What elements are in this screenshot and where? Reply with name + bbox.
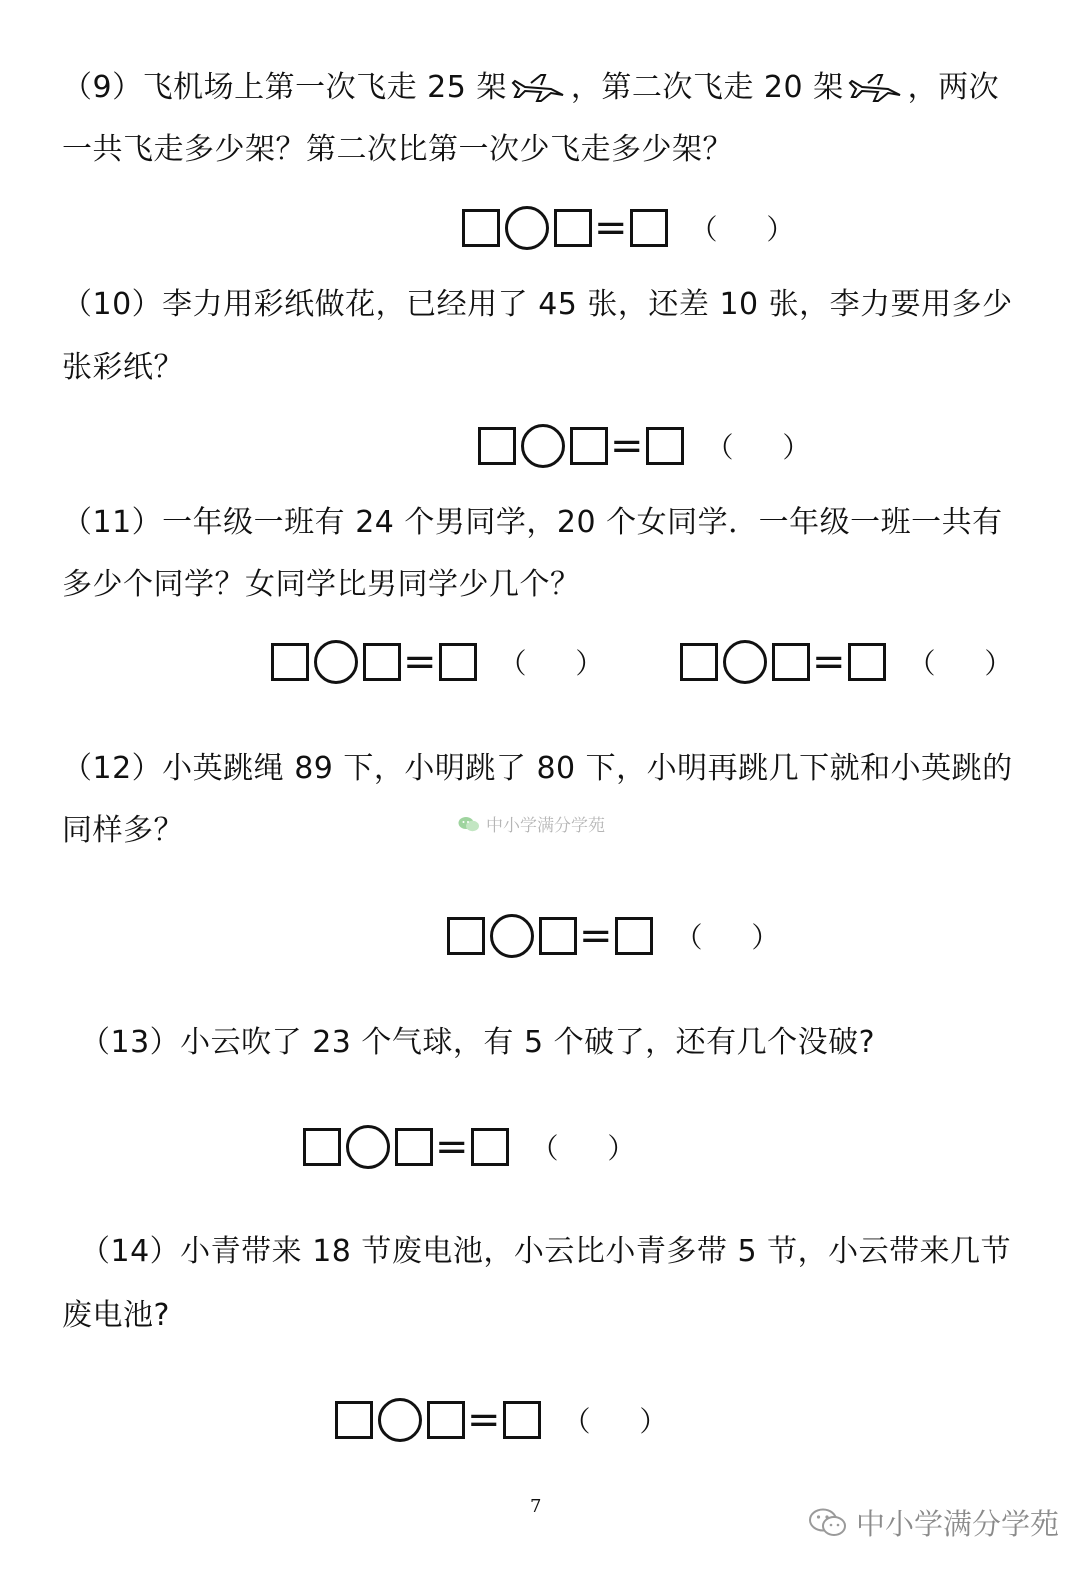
problem-9-text-b: ，第二次飞走 20 架	[570, 70, 844, 105]
equation-10	[478, 423, 830, 469]
answer-box[interactable]	[680, 643, 718, 681]
operator-circle[interactable]	[521, 424, 565, 468]
unit-parens[interactable]: （ ）	[705, 431, 831, 464]
problem-11-line-1: （11）一年级一班有 24 个男同学，20 个女同学．一年级一班一共有	[62, 505, 1003, 540]
watermark-text: 中小学满分学苑	[486, 816, 605, 836]
equals-sign: =	[610, 423, 644, 469]
wechat-icon	[458, 815, 480, 833]
problem-10-line-2: 张彩纸？	[62, 350, 184, 385]
problem-13-line-1: （13）小云吹了 23 个气球，有 5 个破了，还有几个没破?	[80, 1025, 876, 1060]
operator-circle[interactable]	[314, 640, 358, 684]
equals-sign: =	[467, 1397, 501, 1443]
brand-label	[808, 1502, 1059, 1543]
equation-11a	[271, 639, 623, 685]
problem-11-line-2: 多少个同学？女同学比男同学少几个？	[62, 567, 581, 602]
answer-box[interactable]	[303, 1128, 341, 1166]
equals-sign: =	[812, 639, 846, 685]
problem-9-text-a: （9）飞机场上第一次飞走 25 架	[62, 70, 507, 105]
answer-box[interactable]	[447, 917, 485, 955]
answer-box[interactable]	[271, 643, 309, 681]
answer-box[interactable]	[478, 427, 516, 465]
answer-box[interactable]	[570, 427, 608, 465]
result-box[interactable]	[630, 209, 668, 247]
unit-parens[interactable]: （ ）	[907, 647, 1033, 680]
problem-12-line-1: （12）小英跳绳 89 下，小明跳了 80 下，小明再跳几下就和小英跳的	[62, 751, 1013, 786]
page-number: 7	[530, 1496, 542, 1517]
equation-12	[447, 913, 799, 959]
watermark	[458, 811, 605, 836]
result-box[interactable]	[646, 427, 684, 465]
answer-box[interactable]	[539, 917, 577, 955]
answer-box[interactable]	[554, 209, 592, 247]
problem-9-line-2: 一共飞走多少架？第二次比第一次少飞走多少架？	[62, 132, 733, 167]
operator-circle[interactable]	[346, 1125, 390, 1169]
unit-parens[interactable]: （ ）	[562, 1405, 688, 1438]
equation-14	[335, 1397, 687, 1443]
result-box[interactable]	[471, 1128, 509, 1166]
answer-box[interactable]	[363, 643, 401, 681]
problem-14-line-1: （14）小青带来 18 节废电池，小云比小青多带 5 节，小云带来几节	[80, 1234, 1012, 1269]
wechat-icon	[808, 1506, 848, 1540]
problem-9-text-c: ，两次	[907, 70, 1000, 105]
problem-12-line-2: 同样多？	[62, 813, 184, 848]
answer-box[interactable]	[335, 1401, 373, 1439]
equals-sign: =	[594, 205, 628, 251]
result-box[interactable]	[615, 917, 653, 955]
problem-10-line-1: （10）李力用彩纸做花，已经用了 45 张，还差 10 张，李力要用多少	[62, 287, 1013, 322]
problem-9-line-1	[62, 68, 999, 108]
unit-parens[interactable]: （ ）	[530, 1132, 656, 1165]
operator-circle[interactable]	[490, 914, 534, 958]
answer-box[interactable]	[395, 1128, 433, 1166]
equation-13	[303, 1124, 655, 1170]
unit-parens[interactable]: （ ）	[498, 647, 624, 680]
equation-9	[462, 205, 814, 251]
result-box[interactable]	[848, 643, 886, 681]
answer-box[interactable]	[462, 209, 500, 247]
airplane-icon	[848, 71, 904, 103]
result-box[interactable]	[439, 643, 477, 681]
equals-sign: =	[579, 913, 613, 959]
airplane-icon	[511, 71, 567, 103]
unit-parens[interactable]: （ ）	[674, 921, 800, 954]
equals-sign: =	[403, 639, 437, 685]
problem-14-line-2: 废电池?	[62, 1298, 170, 1333]
answer-box[interactable]	[772, 643, 810, 681]
operator-circle[interactable]	[505, 206, 549, 250]
operator-circle[interactable]	[723, 640, 767, 684]
operator-circle[interactable]	[378, 1398, 422, 1442]
equals-sign: =	[435, 1124, 469, 1170]
answer-box[interactable]	[427, 1401, 465, 1439]
unit-parens[interactable]: （ ）	[689, 213, 815, 246]
equation-11b	[680, 639, 1032, 685]
result-box[interactable]	[503, 1401, 541, 1439]
brand-text: 中小学满分学苑	[856, 1507, 1060, 1541]
